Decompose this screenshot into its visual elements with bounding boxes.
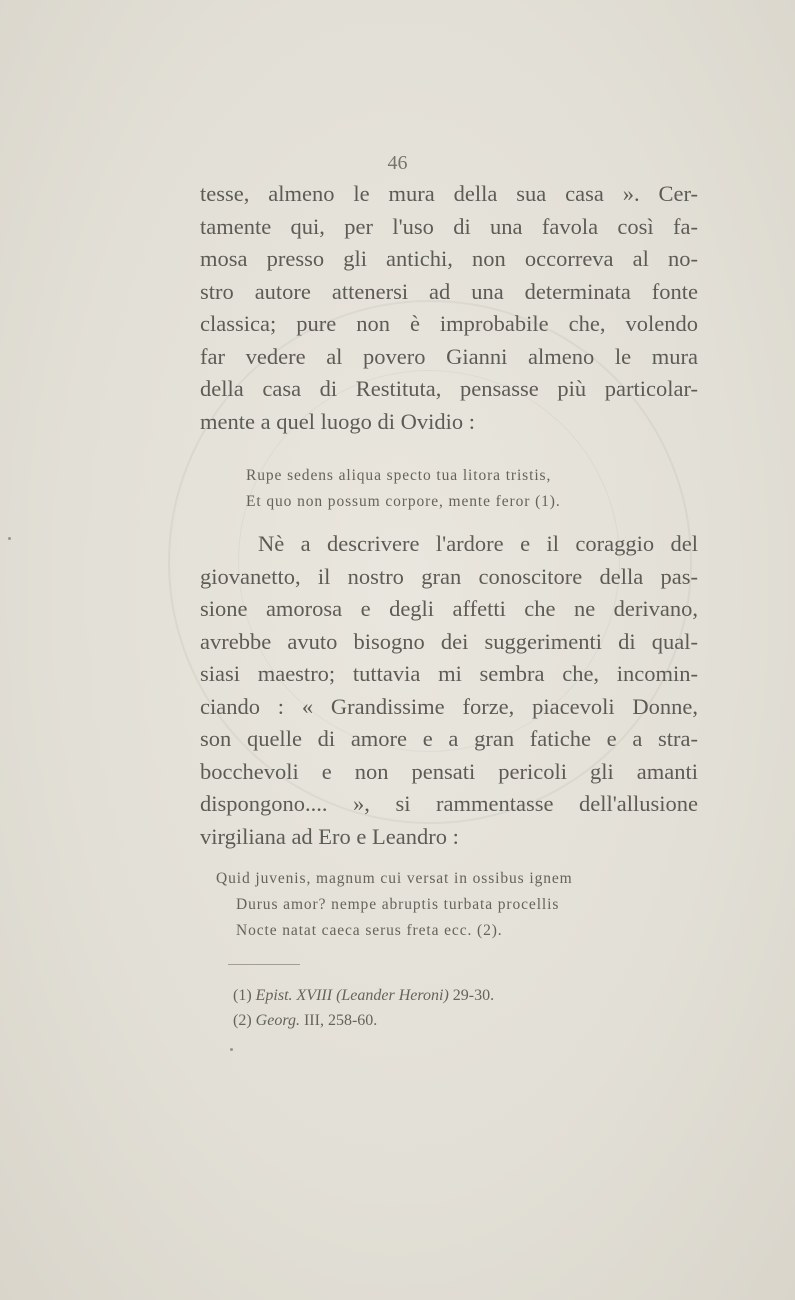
page-number: 46 xyxy=(387,152,408,174)
verse-line: Nocte natat caeca serus freta ecc. (2). xyxy=(236,922,503,939)
footnote-ref: III, 258-60. xyxy=(303,1012,378,1029)
text-line: son quelle di amore e a gran fatiche e a stra- xyxy=(200,726,698,751)
paragraph-1 xyxy=(200,178,698,438)
footnote-divider xyxy=(228,964,300,965)
text-line: far vedere al povero Gianni almeno le mura xyxy=(200,343,698,369)
text-line: avrebbe avuto bisogno dei suggerimenti di qual- xyxy=(200,628,698,654)
footnote-1 xyxy=(233,983,494,1008)
footnote-title: Epist. XVIII (Leander Heroni) xyxy=(255,987,449,1004)
text-line: della casa di Restituta, pensasse più particolar- xyxy=(200,376,698,401)
text-line: Nè a descrivere l'ardore e il coraggio del xyxy=(258,531,698,556)
text-line: giovanetto, il nostro gran conoscitore della pas- xyxy=(200,563,698,589)
footnote-number: (1) xyxy=(233,987,252,1004)
paper-speck xyxy=(8,537,11,540)
text-line: classica; pure non è improbabile che, volendo xyxy=(200,311,698,336)
text-line: mosa presso gli antichi, non occorreva al no- xyxy=(200,246,698,271)
text-line: tamente qui, per l'uso di una favola così fa- xyxy=(200,213,698,239)
footnote-title: Georg. xyxy=(255,1012,300,1029)
verse-line: Quid juvenis, magnum cui versat in ossibus ignem xyxy=(216,870,573,887)
verse-line: Durus amor? nempe abruptis turbata procellis xyxy=(236,896,560,913)
ovid-quotation xyxy=(246,463,561,515)
text-line: ciando : « Grandissime forze, piacevoli Donne, xyxy=(200,693,698,719)
virgil-quotation xyxy=(216,866,573,944)
paragraph-2 xyxy=(200,528,698,853)
footnote-number: (2) xyxy=(233,1012,252,1029)
footnote-2 xyxy=(233,1008,494,1033)
text-line: tesse, almeno le mura della sua casa ». Cer- xyxy=(200,181,698,206)
footnotes xyxy=(233,983,494,1033)
text-line: virgiliana ad Ero e Leandro : xyxy=(200,823,459,849)
text-line: siasi maestro; tuttavia mi sembra che, incomin- xyxy=(200,661,698,686)
verse-line: Et quo non possum corpore, mente feror (1). xyxy=(246,493,561,510)
paper-speck xyxy=(230,1048,233,1051)
text-line: dispongono.... », si rammentasse dell'allusione xyxy=(200,791,698,816)
verse-line: Rupe sedens aliqua specto tua litora tristis, xyxy=(246,467,552,484)
footnote-ref: 29-30. xyxy=(452,987,495,1004)
text-line: mente a quel luogo di Ovidio : xyxy=(200,408,475,434)
text-line: bocchevoli e non pensati pericoli gli amanti xyxy=(200,758,698,784)
text-line: sione amorosa e degli affetti che ne derivano, xyxy=(200,596,698,621)
text-line: stro autore attenersi ad una determinata fonte xyxy=(200,278,698,304)
